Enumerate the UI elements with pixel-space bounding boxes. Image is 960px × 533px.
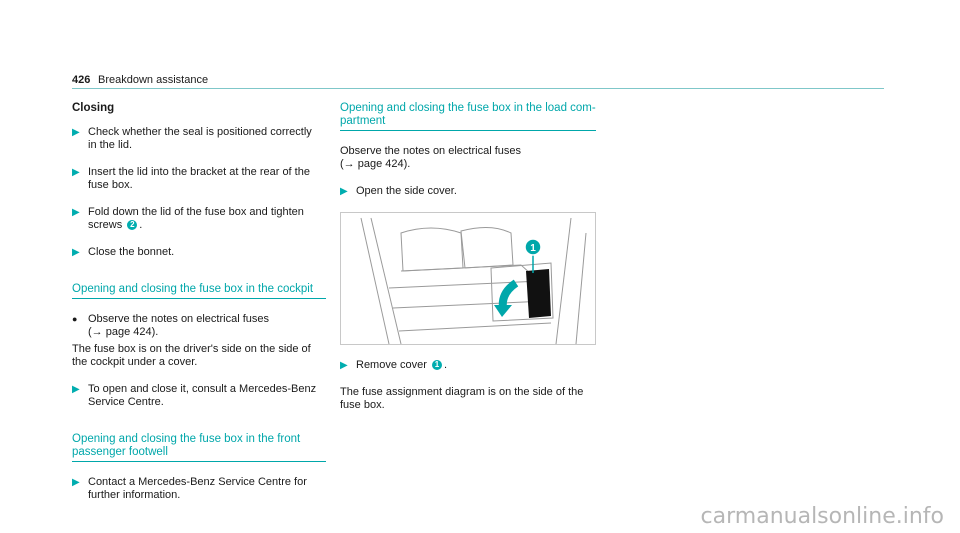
bullet-dot-icon: ●: [72, 314, 78, 324]
right-column: [340, 102, 596, 426]
step-arrow-icon: ▶: [72, 127, 80, 138]
step-arrow-icon: ▶: [72, 384, 80, 395]
para-text: fuse box.: [340, 399, 385, 411]
closing-step-4: [72, 246, 326, 259]
load-compartment-section-heading: [340, 102, 596, 131]
closing-heading: Closing: [72, 102, 115, 114]
heading-line: Opening and closing the fuse box in the load com-: [340, 102, 596, 114]
step-text: Fold down the lid of the fuse box and tighten: [88, 206, 304, 218]
rear-pillar: [576, 233, 586, 344]
watermark-text: carmanualsonline.info: [700, 504, 944, 529]
page-number: 426: [72, 74, 91, 86]
step-arrow-icon: ▶: [72, 207, 80, 218]
closing-step-2: [72, 166, 326, 192]
step-arrow-icon: ▶: [340, 360, 348, 371]
step-text: To open and close it, consult a Mercedes-Benz: [88, 383, 317, 395]
front-footwell-step: [72, 476, 326, 502]
step-text: Check whether the seal is positioned correctly: [88, 126, 312, 138]
step-text: Close the bonnet.: [88, 246, 175, 258]
step-text: in the lid.: [88, 139, 133, 151]
opening-arrow-icon: [503, 283, 516, 308]
page-reference-link[interactable]: (→ page 424).: [340, 158, 411, 170]
fuse-cover-shape: [526, 269, 551, 318]
step-text: Insert the lid into the bracket at the rear of the: [88, 166, 310, 178]
step-text: fuse box.: [88, 179, 133, 191]
callout-badge: 1: [432, 360, 442, 370]
step-text: Open the side cover.: [356, 185, 457, 197]
floor-edge: [401, 265, 541, 283]
step-text: Remove cover: [356, 359, 427, 371]
cockpit-section-heading: Opening and closing the fuse box in the cockpit: [72, 283, 326, 299]
rear-pillar: [556, 218, 571, 344]
step-text: Contact a Mercedes-Benz Service Centre for: [88, 476, 307, 488]
step-arrow-icon: ▶: [72, 247, 80, 258]
bullet-text: Observe the notes on electrical fuses: [88, 313, 269, 325]
para-text: The fuse box is on the driver's side on the side of: [72, 343, 311, 355]
seat-back: [401, 228, 463, 271]
load-paragraph-2: [340, 386, 596, 412]
para-text: the cockpit under a cover.: [72, 356, 198, 368]
step-arrow-icon: ▶: [340, 186, 348, 197]
step-arrow-icon: ▶: [72, 167, 80, 178]
step-text: Service Centre.: [88, 396, 164, 408]
heading-line: Opening and closing the fuse box in the front: [72, 433, 301, 445]
opening-arrowhead-icon: [494, 305, 512, 317]
cockpit-paragraph: [72, 343, 326, 369]
floor-line: [399, 323, 551, 331]
page-header-title: Breakdown assistance: [98, 74, 209, 86]
load-compartment-illustration: [340, 212, 596, 345]
heading-line: passenger footwell: [72, 446, 168, 458]
seat-back: [461, 227, 513, 268]
step-text: further information.: [88, 489, 181, 501]
page-reference-link[interactable]: (→ page 424).: [88, 326, 159, 338]
para-text: The fuse assignment diagram is on the side of the: [340, 386, 584, 398]
load-paragraph: [340, 145, 596, 171]
load-step-1: [340, 185, 596, 198]
closing-step-3: ▶ Fold down the lid of the fuse box and tighten screws 2 .: [72, 206, 304, 231]
floor-line: [389, 281, 541, 288]
cockpit-step: [72, 383, 326, 409]
load-step-2: ▶ Remove cover 1 .: [340, 359, 448, 371]
floor-line: [393, 301, 546, 308]
load-compartment-drawing: [341, 213, 595, 344]
callout-badge-number: 1: [530, 243, 536, 254]
para-text: Observe the notes on electrical fuses: [340, 145, 521, 157]
callout-badge: 2: [127, 220, 137, 230]
header-rule: [72, 88, 884, 89]
front-footwell-section-heading: [72, 433, 326, 462]
left-column: [72, 102, 326, 516]
closing-step-1: [72, 126, 326, 152]
step-text: screws: [88, 219, 123, 231]
cockpit-bullet: [72, 313, 326, 339]
step-arrow-icon: ▶: [72, 477, 80, 488]
heading-line: partment: [340, 115, 386, 127]
